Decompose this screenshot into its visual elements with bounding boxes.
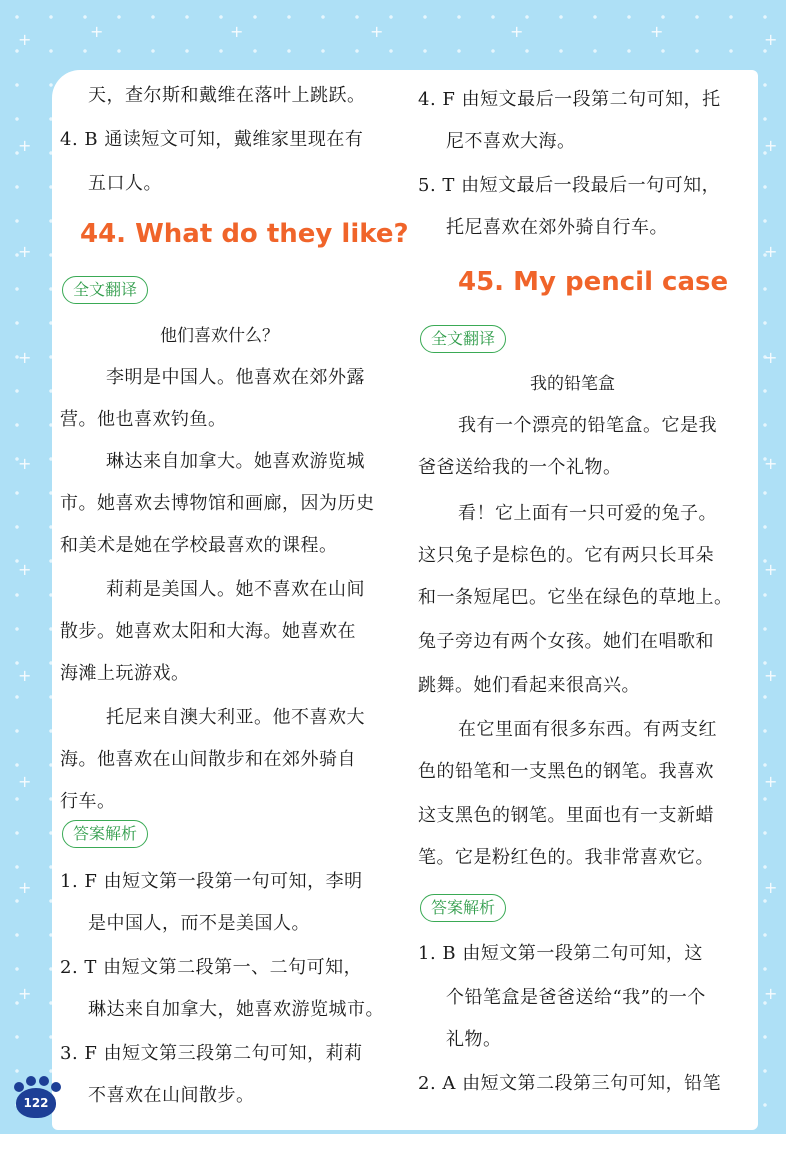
text-line: 和美术是她在学校最喜欢的课程。 [60,535,338,556]
border-plus-icon: + [764,666,778,685]
text-line: 市。她喜欢去博物馆和画廊，因为历史 [60,493,375,514]
text-line: 海滩上玩游戏。 [60,663,190,684]
answer-line: 4. F 由短文最后一段第二句可知，托 [418,89,721,110]
border-plus-icon: + [764,984,778,1003]
border-plus-icon: + [18,242,32,261]
text-line: 托尼来自澳大利亚。他不喜欢大 [106,707,365,728]
border-plus-icon: + [764,560,778,579]
answers-tag: 答案解析 [62,820,148,848]
border-plus-icon: + [18,772,32,791]
page-number: 122 [23,1096,49,1110]
section-title: 44. What do they like? [80,219,409,249]
answer-line: 3. F 由短文第三段第二句可知，莉莉 [60,1043,363,1064]
border-plus-icon: + [18,30,32,49]
border-plus-icon: + [650,22,664,41]
border-plus-icon: + [18,878,32,897]
border-plus-icon: + [764,136,778,155]
text-line: 笔。它是粉红色的。我非常喜欢它。 [418,847,714,868]
text-line: 莉莉是美国人。她不喜欢在山间 [106,579,365,600]
border-plus-icon: + [764,30,778,49]
text-line: 爸爸送给我的一个礼物。 [418,457,622,478]
text-line: 跳舞。她们看起来很高兴。 [418,675,640,696]
border-plus-icon: + [18,666,32,685]
text-line: 兔子旁边有两个女孩。她们在唱歌和 [418,631,714,652]
text-line: 4. B 通读短文可知，戴维家里现在有 [60,129,364,150]
answer-line: 个铅笔盒是爸爸送给“我”的一个 [446,987,706,1008]
border-plus-icon: + [370,22,384,41]
border-plus-icon: + [764,878,778,897]
text-line: 在它里面有很多东西。有两支红 [458,719,717,740]
border-plus-icon: + [230,22,244,41]
answer-line: 琳达来自加拿大，她喜欢游览城市。 [88,999,384,1020]
border-plus-icon: + [764,348,778,367]
text-line: 五口人。 [88,173,162,194]
text-line: 我有一个漂亮的铅笔盒。它是我 [458,415,717,436]
paw-toe-icon [26,1076,36,1086]
translation-tag: 全文翻译 [420,325,506,353]
passage-title: 我的铅笔盒 [530,374,615,394]
border-plus-icon: + [510,22,524,41]
answer-line: 礼物。 [446,1029,502,1050]
border-plus-icon: + [90,22,104,41]
answer-line: 2. T 由短文第二段第一、二句可知， [60,957,363,978]
border-plus-icon: + [18,984,32,1003]
border-plus-icon: + [18,348,32,367]
text-line: 和一条短尾巴。它坐在绿色的草地上。 [418,587,733,608]
text-line: 海。他喜欢在山间散步和在郊外骑自 [60,749,356,770]
passage-title: 他们喜欢什么？ [160,326,279,346]
answer-line: 托尼喜欢在郊外骑自行车。 [446,217,668,238]
answer-line: 不喜欢在山间散步。 [88,1085,255,1106]
text-line: 看！它上面有一只可爱的兔子。 [458,503,717,524]
border-plus-icon: + [18,454,32,473]
answer-line: 5. T 由短文最后一段最后一句可知， [418,175,721,196]
border-plus-icon: + [764,772,778,791]
text-line: 琳达来自加拿大。她喜欢游览城 [106,451,365,472]
answer-line: 尼不喜欢大海。 [446,131,576,152]
text-line: 李明是中国人。他喜欢在郊外露 [106,367,365,388]
text-line: 散步。她喜欢太阳和大海。她喜欢在 [60,621,356,642]
text-line: 色的铅笔和一支黑色的钢笔。我喜欢 [418,761,714,782]
border-plus-icon: + [18,560,32,579]
text-line: 天，查尔斯和戴维在落叶上跳跃。 [88,85,366,106]
text-line: 行车。 [60,791,116,812]
answer-line: 1. B 由短文第一段第二句可知，这 [418,943,703,964]
border-plus-icon: + [764,454,778,473]
paw-toe-icon [51,1082,61,1092]
text-line: 营。他也喜欢钓鱼。 [60,409,227,430]
content-panel [52,70,758,1130]
answer-line: 2. A 由短文第二段第三句可知，铅笔 [418,1073,722,1094]
answers-tag: 答案解析 [420,894,506,922]
page-number-badge [8,1076,64,1120]
text-line: 这支黑色的钢笔。里面也有一支新蜡 [418,805,714,826]
section-title: 45. My pencil case [458,267,729,297]
border-plus-icon: + [764,242,778,261]
paw-toe-icon [39,1076,49,1086]
answer-line: 1. F 由短文第一段第一句可知，李明 [60,871,363,892]
translation-tag: 全文翻译 [62,276,148,304]
answer-line: 是中国人，而不是美国人。 [88,913,310,934]
text-line: 这只兔子是棕色的。它有两只长耳朵 [418,545,714,566]
border-plus-icon: + [18,136,32,155]
